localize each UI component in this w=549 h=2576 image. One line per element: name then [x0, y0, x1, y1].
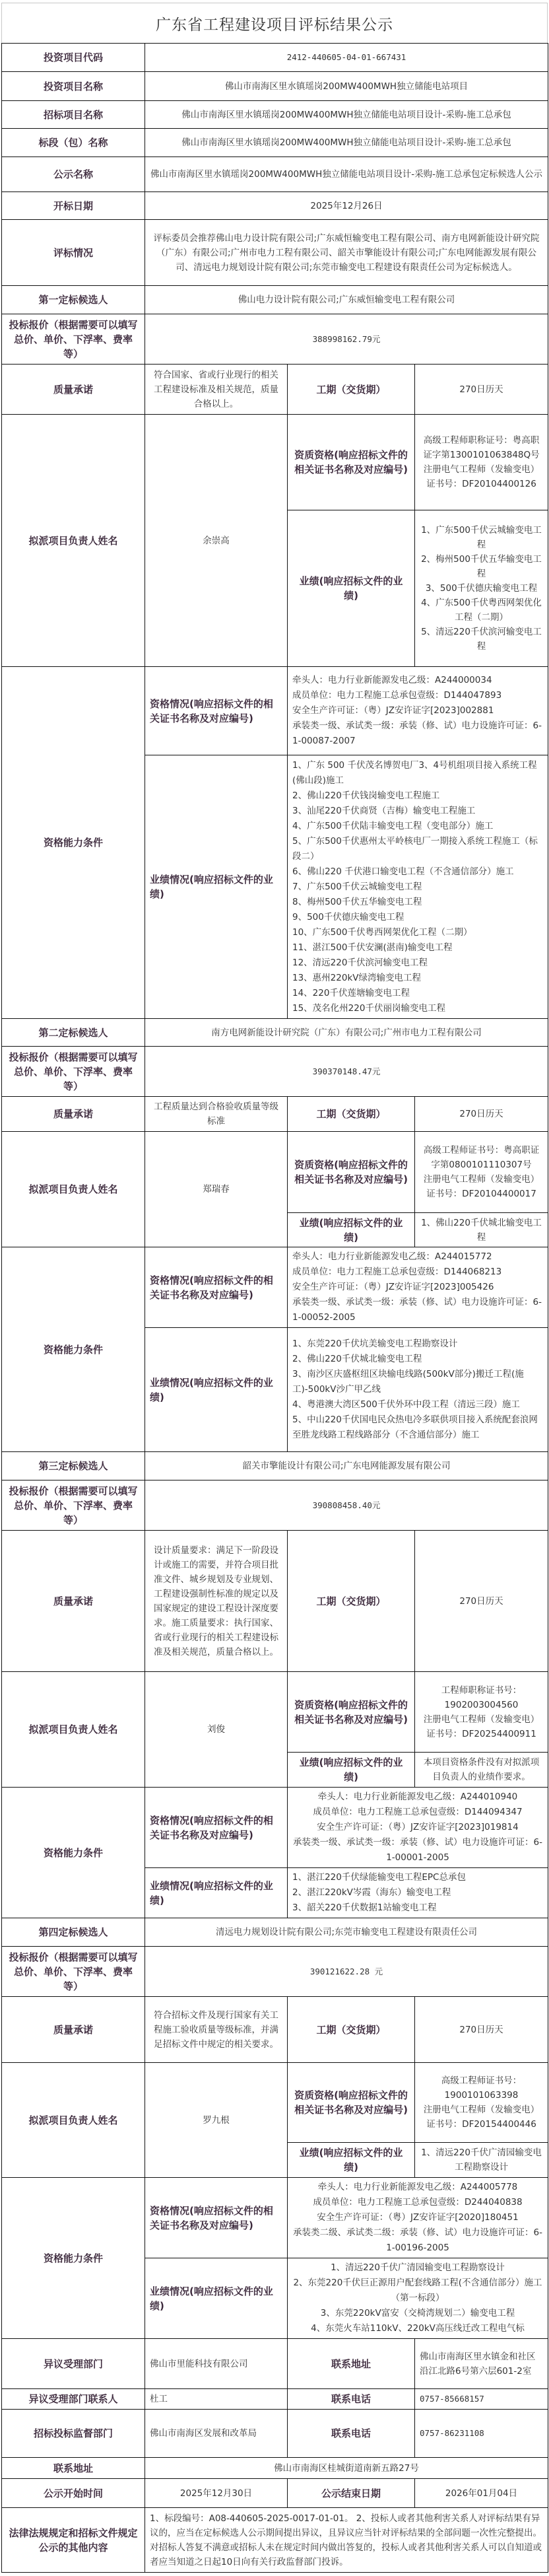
other-value: 1、标段编号：A08-440605-2025-0017-01-01。 2、投标人或者其他利害关系人对评标结果有异议的，应当在定标候选人公示期间提出异议，且异议应当针对评标结果的全部问题一次性完整提出。对招标人答复不满意或招标人未在规定时间内做出答复的，投标人或者其他利害关系人可以自知道或者应当知道之日起10日向有关行政监督部门投诉。 — [145, 2508, 548, 2573]
row-objection-person — [2, 2389, 548, 2410]
supervise-addr-value: 佛山市南海区桂城街道南新五路27号 — [145, 2458, 548, 2479]
objection-phone-label: 联系电话 — [288, 2389, 415, 2410]
other-label: 法律法规规定和招标文件规定公示的其他内容 — [2, 2508, 145, 2573]
manager-name: 罗九根 — [145, 2063, 288, 2178]
code-label: 投资项目代码 — [2, 44, 145, 72]
list-line: 工程师职称证书号：1902003004560 — [441, 1685, 522, 1710]
list-line: 8、梅州500千伏五华输变电工程 — [292, 896, 422, 907]
list-line: 成员单位：电力工程施工总承包壹级：D144094347 — [313, 1807, 523, 1817]
list-line: 2、东莞220千伏巨正源用户配套线路工程(不含通信部分）施工（第一标段） — [293, 2278, 542, 2303]
objection-dept-value: 佛山市里能科技有限公司 — [145, 2339, 288, 2389]
period-label: 工期（交货期） — [288, 365, 415, 415]
list-line: 3、汕尾220千伏商贤（吉梅）输变电工程施工 — [292, 805, 476, 816]
bid-price-value: 390370148.47元 — [145, 1047, 548, 1097]
list-line: 承装类一级、承试类一级：承装（修、试）电力设施许可证：6-1-00052-2005 — [292, 1297, 542, 1323]
row-section — [2, 129, 548, 157]
manager-perf-value — [415, 1753, 548, 1788]
quality-label: 质量承诺 — [2, 1997, 145, 2063]
supervise-phone-value: 0757-86231108 — [415, 2410, 548, 2458]
row-candidate-rank — [2, 286, 548, 314]
row-manager-qualification — [2, 1672, 548, 1753]
row-open-date — [2, 192, 548, 220]
candidate-rank-label: 第四定标候选人 — [2, 1918, 145, 1947]
row-invest-name — [2, 72, 548, 101]
list-line: 牵头人：电力行业新能源发电乙级：A244005778 — [317, 2182, 518, 2192]
row-bid-price — [2, 1480, 548, 1531]
manager-perf-label: 业绩(响应招标文件的业绩) — [288, 2143, 415, 2178]
result-table — [1, 43, 548, 2573]
capability-label: 资格能力条件 — [2, 1247, 145, 1452]
list-line: 13、惠州220kV绿湾输变电工程 — [292, 972, 421, 983]
list-line: 6、佛山220 千伏港口输变电工程（不含通信部分）施工 — [292, 866, 514, 877]
list-line: 承装类二级、承试类二级：承装（修、试）电力设施许可证：6-1-00196-2005 — [293, 2227, 542, 2253]
cap-qual-value — [288, 2178, 548, 2258]
bid-price-value: 388998162.79元 — [145, 314, 548, 365]
cap-qual-value — [288, 1788, 548, 1868]
period-label: 工期（交货期） — [288, 1531, 415, 1672]
list-line: 3、东莞220kV富安（交椅湾规划二）输变电工程 — [320, 2308, 515, 2318]
manager-qual-value — [415, 1132, 548, 1213]
cap-qual-label: 资格情况(响应招标文件的相关证书名称及对应编号) — [145, 2178, 288, 2258]
cap-perf-label: 业绩情况(响应招标文件的业绩) — [145, 1328, 288, 1452]
manager-name: 郑瑞春 — [145, 1132, 288, 1247]
list-line: 注册电气工程师（发输变电）证书号：DF20104400126 — [423, 464, 540, 489]
manager-perf-value — [415, 1213, 548, 1247]
cap-perf-value — [288, 755, 548, 1019]
row-manager-qualification — [2, 2063, 548, 2143]
page-title: 广东省工程建设项目评标结果公示 — [156, 17, 393, 34]
row-capability-qualification — [2, 1788, 548, 1868]
list-line: 2、湛江220kV岑霞（海东）输变电工程 — [292, 1887, 451, 1898]
manager-qual-value — [415, 1672, 548, 1753]
quality-value: 符合国家、省或行业现行的相关工程建设标准及相关规范，质量合格以上。 — [145, 365, 288, 415]
objection-person-value: 杜工 — [145, 2389, 288, 2410]
quality-label: 质量承诺 — [2, 1531, 145, 1672]
row-quality — [2, 1097, 548, 1132]
row-eval — [2, 220, 548, 286]
code-value: 2412-440605-04-01-667431 — [145, 44, 548, 72]
row-capability-qualification — [2, 1247, 548, 1328]
manager-label: 拟派项目负责人姓名 — [2, 1132, 145, 1247]
row-supervise-address — [2, 2458, 548, 2479]
row-candidate-rank — [2, 1019, 548, 1047]
period-value: 270日历天 — [415, 1997, 548, 2063]
list-line: 4、粤港澳大湾区500千伏外环中段工程（清远三段）施工 — [292, 1399, 520, 1410]
candidate-name: 南方电网新能设计研究院（广东）有限公司;广州市电力工程有限公司 — [145, 1019, 548, 1047]
list-line: 承装类一级、承试类一级：承装（修、试）电力设施许可证：6-1-00001-2005 — [293, 1837, 542, 1863]
list-line: 4、广东500千伏粤西网架优化工程（二期） — [421, 598, 542, 623]
section-value: 佛山市南海区里水镇瑶岗200MW400MWH独立储能电站项目设计-采购-施工总承包 — [145, 129, 548, 157]
notice-name-label: 公示名称 — [2, 157, 145, 192]
row-quality — [2, 365, 548, 415]
row-code — [2, 44, 548, 72]
invest-name-value: 佛山市南海区里水镇瑶岗200MW400MWH独立储能电站项目 — [145, 72, 548, 101]
manager-label: 拟派项目负责人姓名 — [2, 2063, 145, 2178]
period-label: 工期（交货期） — [288, 1997, 415, 2063]
candidate-name: 韶关市擎能设计有限公司;广东电网能源发展有限公司 — [145, 1452, 548, 1480]
list-line: 本项目资格条件没有对拟派项目负责人的业绩作要求。 — [423, 1757, 540, 1782]
section-label: 标段（包）名称 — [2, 129, 145, 157]
bid-price-label: 投标报价（根据需要可以填写总价、单价、下浮率、费率等） — [2, 1047, 145, 1097]
bid-price-label: 投标报价（根据需要可以填写总价、单价、下浮率、费率等） — [2, 314, 145, 365]
list-line: 安全生产许可证：（粤）JZ安许证字[2020]180451 — [317, 2212, 519, 2223]
supervise-label: 招标投标监督部门 — [2, 2410, 145, 2458]
list-line: 2、佛山220千伏钱岗输变电工程施工 — [292, 790, 440, 801]
manager-name: 余崇高 — [145, 415, 288, 667]
row-bid-price — [2, 314, 548, 365]
list-line: 注册电气工程师（发输变电）证书号：DF20254400911 — [423, 1714, 540, 1739]
period-label: 工期（交货期） — [288, 1097, 415, 1132]
list-line: 2、梅州500千伏五华输变电工程 — [421, 554, 542, 579]
list-line: 7、广东500千伏云城输变电工程 — [292, 881, 422, 892]
manager-label: 拟派项目负责人姓名 — [2, 1672, 145, 1788]
cap-qual-label: 资格情况(响应招标文件的相关证书名称及对应编号) — [145, 1788, 288, 1868]
list-line: 高级工程师证书号：粤高职证字第0800101110307号 — [423, 1145, 540, 1170]
list-line: 牵头人：电力行业新能源发电乙级：A244000034 — [292, 675, 492, 685]
manager-label: 拟派项目负责人姓名 — [2, 415, 145, 667]
cap-perf-value — [288, 1868, 548, 1918]
manager-qual-label: 资质资格(响应招标文件的相关证书名称及对应编号) — [288, 1672, 415, 1753]
manager-qual-label: 资质资格(响应招标文件的相关证书名称及对应编号) — [288, 1132, 415, 1213]
objection-addr-value: 佛山市南海区里水镇金和社区沿江北路6号第六层601-2室 — [415, 2339, 548, 2389]
list-line: 成员单位：电力工程施工总承包壹级：D144047893 — [292, 690, 502, 701]
list-line: 1、东莞220千伏坑美输变电工程勘察设计 — [292, 1339, 458, 1349]
objection-phone-value: 0757-85668157 — [415, 2389, 548, 2410]
manager-perf-label: 业绩(响应招标文件的业绩) — [288, 1753, 415, 1788]
cap-perf-value — [288, 1328, 548, 1452]
open-date-value: 2025年12月26日 — [145, 192, 548, 220]
list-line: 1、湛江220千伏绿能输变电工程EPC总承包 — [292, 1872, 466, 1883]
period-value: 270日历天 — [415, 1531, 548, 1672]
row-bid-price — [2, 1947, 548, 1997]
row-candidate-rank — [2, 1452, 548, 1480]
list-line: 注册电气工程师（发输变电）证书号：DF20104400017 — [423, 1174, 540, 1199]
capability-label: 资格能力条件 — [2, 667, 145, 1019]
open-date-label: 开标日期 — [2, 192, 145, 220]
row-supervise — [2, 2410, 548, 2458]
row-candidate-rank — [2, 1918, 548, 1947]
row-manager-qualification — [2, 1132, 548, 1213]
candidate-rank-label: 第一定标候选人 — [2, 286, 145, 314]
capability-label: 资格能力条件 — [2, 2178, 145, 2339]
supervise-value: 佛山市南海区发展和改革局 — [145, 2410, 288, 2458]
manager-perf-value — [415, 510, 548, 667]
list-line: 安全生产许可证：（粤）JZ安许证字[2023]005426 — [292, 1282, 494, 1292]
list-line: 3、南沙区庆盛枢纽区块输电线路(500kV部分)搬迁工程(施工)-500kV沙广甲乙线 — [292, 1369, 524, 1395]
list-line: 11、湛江500千伏安澜(湛南)输变电工程 — [292, 942, 453, 953]
list-line: 4、广东500千伏陆丰输变电工程（变电部分）施工 — [292, 820, 494, 831]
manager-perf-label: 业绩(响应招标文件的业绩) — [288, 1213, 415, 1247]
list-line: 安全生产许可证：（粤）JZ安许证字[2023]019814 — [317, 1822, 519, 1832]
notice-name-value: 佛山市南海区里水镇瑶岗200MW400MWH独立储能电站项目设计-采购-施工总承包定标候选人公示 — [145, 157, 548, 192]
invest-name-label: 投资项目名称 — [2, 72, 145, 101]
row-bid-price — [2, 1047, 548, 1097]
eval-label: 评标情况 — [2, 220, 145, 286]
row-notice-name — [2, 157, 548, 192]
list-line: 注册电气工程师（发输变电）证书号：DF20154400446 — [423, 2105, 540, 2130]
list-line: 3、韶关220千伏数据1站输变电工程 — [292, 1902, 437, 1913]
start-label: 公示开始时间 — [2, 2479, 145, 2508]
list-line: 15、茂名化州220千伏丽岗输变电工程 — [292, 1002, 445, 1014]
row-capability-qualification — [2, 2178, 548, 2258]
manager-qual-label: 资质资格(响应招标文件的相关证书名称及对应编号) — [288, 415, 415, 510]
bid-price-label: 投标报价（根据需要可以填写总价、单价、下浮率、费率等） — [2, 1480, 145, 1531]
list-line: 1、清远220千伏广清园输变电工程勘察设计 — [331, 2262, 505, 2273]
bid-project-value: 佛山市南海区里水镇瑶岗200MW400MWH独立储能电站项目设计-采购-施工总承包 — [145, 101, 548, 129]
list-line: 承装类一级、承试类一级：承装（修、试）电力设施许可证：6-1-00087-2007 — [292, 720, 542, 746]
cap-perf-value — [288, 2258, 548, 2339]
capability-label: 资格能力条件 — [2, 1788, 145, 1918]
candidate-rank-label: 第三定标候选人 — [2, 1452, 145, 1480]
period-value: 270日历天 — [415, 1097, 548, 1132]
candidate-name: 佛山电力设计院有限公司;广东威恒输变电工程有限公司 — [145, 286, 548, 314]
manager-qual-label: 资质资格(响应招标文件的相关证书名称及对应编号) — [288, 2063, 415, 2143]
objection-dept-label: 异议受理部门 — [2, 2339, 145, 2389]
list-line: 2、佛山220千伏城北输变电工程 — [292, 1354, 422, 1364]
eval-value: 评标委员会推荐佛山电力设计院有限公司;广东威恒输变电工程有限公司、南方电网新能设计研究院（广东）有限公司;广州市电力工程有限公司、韶关市擎能设计有限公司;广东电网能源发展有限公司、清远电力规划设计院有限公司;东莞市输变电工程建设有限责任公司为定标候选人。 — [145, 220, 548, 286]
list-line: 5、广东500千伏惠州太平岭核电厂一期接入系统工程施工（标段二） — [292, 835, 538, 862]
cap-qual-value — [288, 667, 548, 755]
list-line: 高级工程师职称证号：粤高职证字第1300101063848Q号 — [423, 435, 540, 460]
list-line: 12、清远220千伏滨河输变电工程 — [292, 957, 428, 968]
bid-price-label: 投标报价（根据需要可以填写总价、单价、下浮率、费率等） — [2, 1947, 145, 1997]
manager-qual-value — [415, 2063, 548, 2143]
row-objection-dept — [2, 2339, 548, 2389]
manager-qual-value — [415, 415, 548, 510]
list-line: 4、东莞火车站110kV、220kV高压线迁改工程电气标 — [311, 2323, 525, 2334]
list-line: 10、广东500千伏粤西网架优化工程（二期） — [292, 926, 472, 938]
row-other-content — [2, 2508, 548, 2573]
list-line: 9、500千伏德庆输变电工程 — [292, 911, 404, 922]
bid-price-value: 390808458.40元 — [145, 1480, 548, 1531]
row-quality — [2, 1997, 548, 2063]
cap-perf-label: 业绩情况(响应招标文件的业绩) — [145, 755, 288, 1019]
supervise-phone-label: 联系电话 — [288, 2410, 415, 2458]
cap-perf-label: 业绩情况(响应招标文件的业绩) — [145, 1868, 288, 1918]
list-line: 5、清远220千伏滨河输变电工程 — [421, 627, 542, 652]
title-box — [1, 3, 548, 44]
quality-value: 工程质量达到合格验收质量等级标准 — [145, 1097, 288, 1132]
list-line: 1、广东500千伏云城输变电工程 — [421, 525, 542, 550]
row-manager-qualification — [2, 415, 548, 510]
list-line: 牵头人：电力行业新能源发电乙级：A244015772 — [292, 1251, 492, 1262]
list-line: 牵头人：电力行业新能源发电乙级：A244010940 — [317, 1792, 518, 1802]
bid-project-label: 招标项目名称 — [2, 101, 145, 129]
objection-person-label: 异议受理部门联系人 — [2, 2389, 145, 2410]
quality-value: 设计质量要求：满足下一阶段设计或施工的需要，并符合项目批准文件、城乡规划及专业规划、工程建设强制性标准的规定以及国家规定的建设工程设计深度要求。施工质量要求：执行国家、省或行业现行的相关工程建设标准及相关规范，质量合格以上。 — [145, 1531, 288, 1672]
manager-name: 刘俊 — [145, 1672, 288, 1788]
cap-perf-label: 业绩情况(响应招标文件的业绩) — [145, 2258, 288, 2339]
end-label: 公示结束日期 — [288, 2479, 415, 2508]
candidate-name: 清远电力规划设计院有限公司;东莞市输变电工程建设有限责任公司 — [145, 1918, 548, 1947]
row-capability-qualification — [2, 667, 548, 755]
list-line: 安全生产许可证：（粤）JZ安许证字[2023]002881 — [292, 705, 494, 716]
list-line: 1、佛山220千伏城北输变电工程 — [421, 1217, 542, 1243]
objection-addr-label: 联系地址 — [288, 2339, 415, 2389]
cap-qual-value — [288, 1247, 548, 1328]
row-quality — [2, 1531, 548, 1672]
manager-perf-value — [415, 2143, 548, 2178]
candidate-rank-label: 第二定标候选人 — [2, 1019, 145, 1047]
list-line: 成员单位：电力工程施工总承包壹级：D244040838 — [313, 2197, 523, 2208]
list-line: 成员单位：电力工程施工总承包壹级：D144068213 — [292, 1267, 502, 1277]
period-value: 270日历天 — [415, 365, 548, 415]
end-value: 2026年01月04日 — [415, 2479, 548, 2508]
list-line: 1、广东 500 千伏茂名博贺电厂3、4号机组项目接入系统工程(佛山段)施工 — [292, 759, 537, 786]
quality-label: 质量承诺 — [2, 365, 145, 415]
bid-price-value: 390121622.28 元 — [145, 1947, 548, 1997]
quality-label: 质量承诺 — [2, 1097, 145, 1132]
list-line: 3、500千伏德庆输变电工程 — [425, 583, 538, 594]
list-line: 高级工程师证书号：1900101063398 — [441, 2075, 522, 2101]
row-notice-period — [2, 2479, 548, 2508]
cap-qual-label: 资格情况(响应招标文件的相关证书名称及对应编号) — [145, 1247, 288, 1328]
list-line: 1、清远220千伏广清园输变电工程勘察设计 — [421, 2147, 542, 2173]
list-line: 14、220千伏莲塘输变电工程 — [292, 987, 410, 998]
supervise-addr-label: 联系地址 — [2, 2458, 145, 2479]
row-bid-project — [2, 101, 548, 129]
quality-value: 符合招标文件及现行国家有关工程施工验收质量等级标准，并满足招标文件中规定的相关要求。 — [145, 1997, 288, 2063]
list-line: 5、中山220千伏国电民众热电冷多联供项目接入系统配套浪网至胜龙线路工程线路部分（不含通信部分）施工 — [292, 1414, 538, 1440]
start-value: 2025年12月30日 — [145, 2479, 288, 2508]
cap-qual-label: 资格情况(响应招标文件的相关证书名称及对应编号) — [145, 667, 288, 755]
manager-perf-label: 业绩(响应招标文件的业绩) — [288, 510, 415, 667]
